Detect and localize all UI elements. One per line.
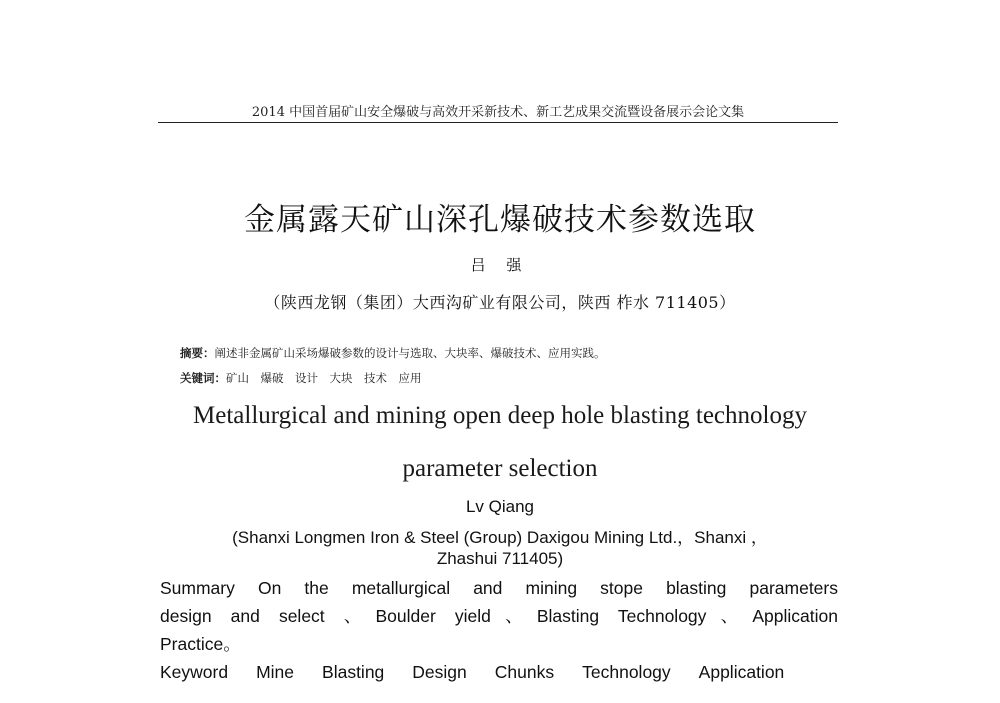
affiliation-en-line1: (Shanxi Longmen Iron & Steel (Group) Daxigou Mining Ltd.，Shanxi ， <box>232 528 768 547</box>
affiliation-cn: （陕西龙钢（集团）大西沟矿业有限公司，陕西 柞水 711405） <box>264 293 736 312</box>
keyword-item: Chunks <box>494 662 555 682</box>
author-en: Lv Qiang <box>465 497 535 516</box>
keywords-cn-label: 关键词： <box>180 371 226 385</box>
header-rule <box>158 122 838 123</box>
summary-en-line1: Summary On the metallurgical and mining stope blasting parameters <box>160 578 838 598</box>
keywords-cn-text: 矿山 爆破 设计 大块 技术 应用 <box>226 371 422 385</box>
keyword-item: Application <box>698 662 785 682</box>
keywords-cn <box>180 370 880 386</box>
keywords-en-label: Keyword <box>160 662 229 682</box>
summary-en-line3: Practice。 <box>160 634 241 654</box>
abstract-cn-label: 摘要： <box>180 346 215 360</box>
abstract-cn <box>180 345 880 361</box>
paper-title-en-line2: parameter selection <box>402 455 598 482</box>
keyword-item: Technology <box>582 662 671 682</box>
abstract-cn-text: 阐述非金属矿山采场爆破参数的设计与选取、大块率、爆破技术、应用实践。 <box>214 346 606 360</box>
keyword-item: Blasting <box>322 662 385 682</box>
paper-title-cn: 金属露天矿山深孔爆破技术参数选取 <box>244 202 756 238</box>
paper-title-en-line1: Metallurgical and mining open deep hole blasting technology <box>193 402 807 429</box>
keyword-item: Mine <box>256 662 295 682</box>
proceedings-header: 2014 中国首届矿山安全爆破与高效开采新技术、新工艺成果交流暨设备展示会论文集 <box>251 105 745 120</box>
keywords-en <box>160 658 838 686</box>
summary-en-line2: design and select 、Boulder yield、Blasting Technology、Application <box>160 606 838 626</box>
keyword-item: Design <box>412 662 467 682</box>
affiliation-en-line2: Zhashui 711405) <box>436 549 564 568</box>
author-cn: 吕 强 <box>470 256 530 274</box>
